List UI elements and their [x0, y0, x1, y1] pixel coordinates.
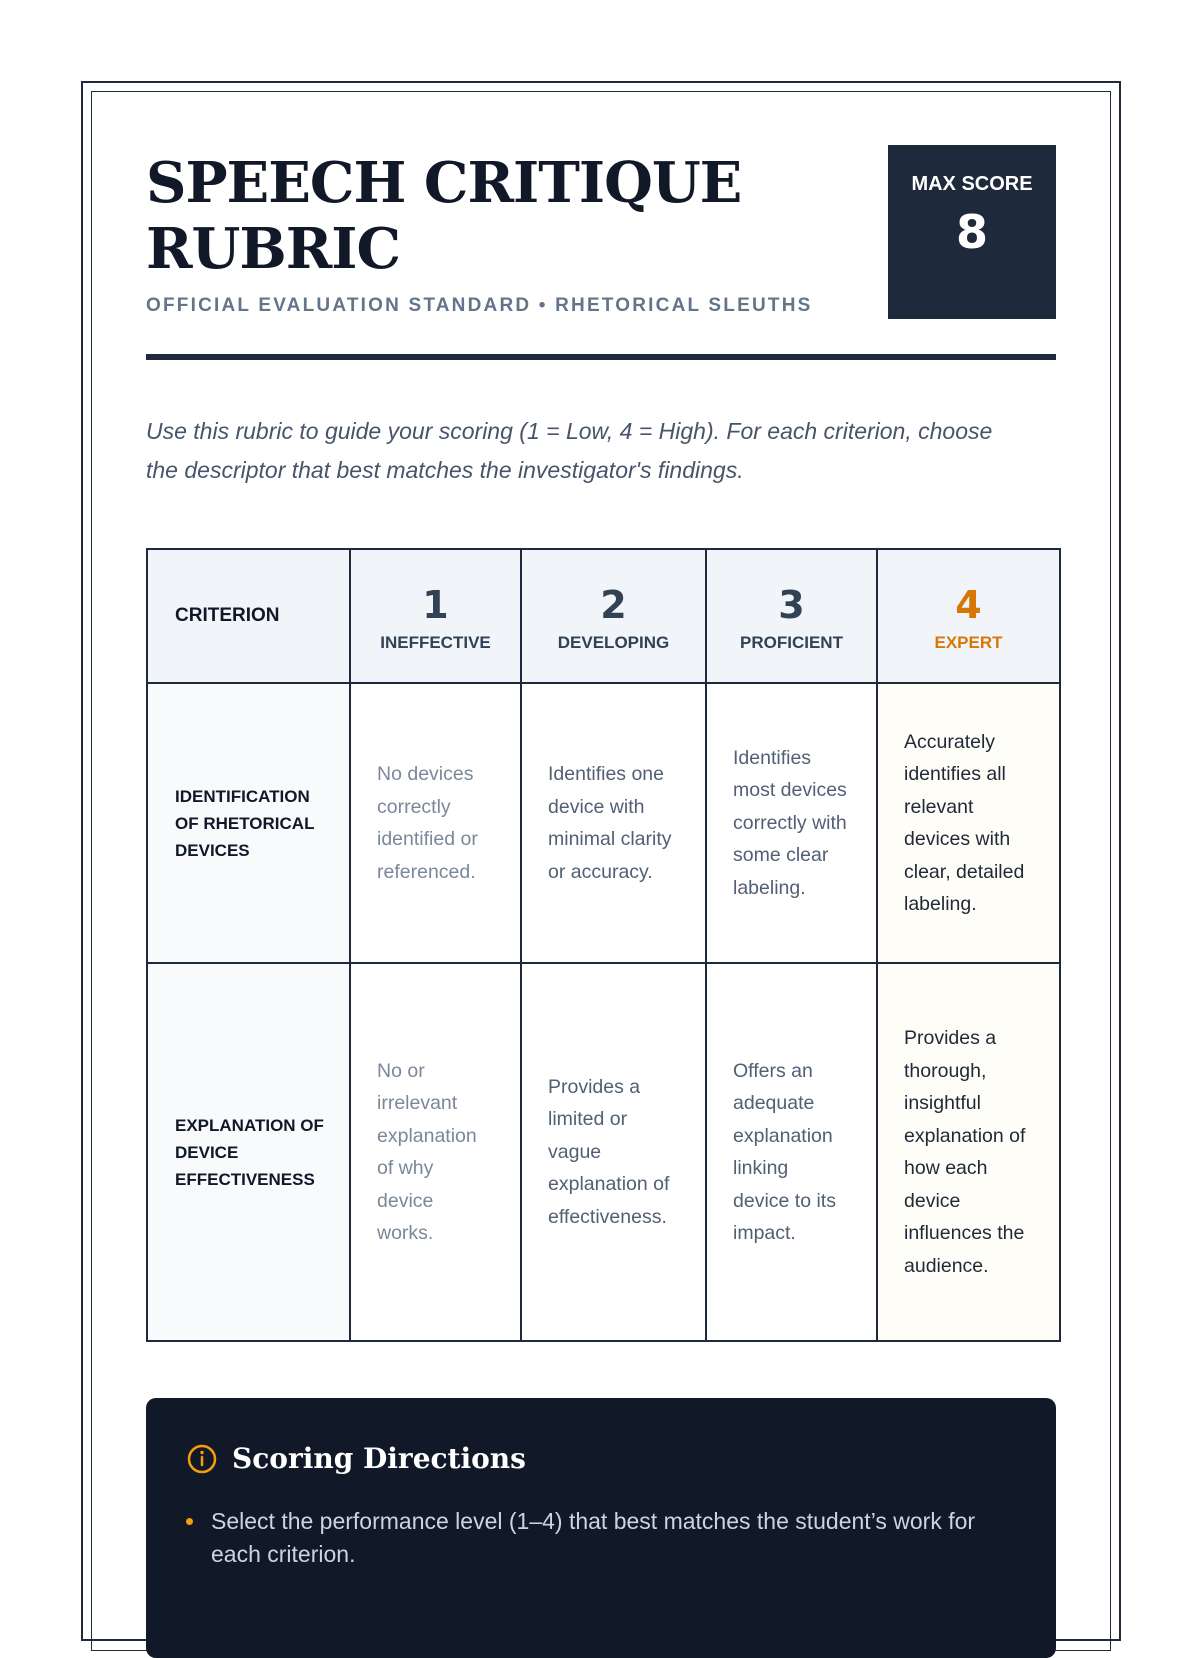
rubric-document	[146, 140, 1056, 1658]
max-score-badge	[888, 145, 1056, 319]
level-number: 3	[778, 583, 805, 627]
criterion-header: CRITERION	[147, 549, 350, 683]
descriptor-cell: No or irrelevant explanation of why device works.	[350, 963, 521, 1341]
level-header-2	[521, 549, 706, 683]
rubric-table	[146, 548, 1061, 1342]
descriptor-cell: Provides a limited or vague explanation of effectiveness.	[521, 963, 706, 1341]
level-label: DEVELOPING	[557, 633, 670, 652]
max-score-value: 8	[955, 205, 988, 259]
scoring-directions-panel	[146, 1398, 1056, 1658]
criterion-cell: IDENTIFICATION OF RHETORICAL DEVICES	[147, 683, 350, 963]
header	[146, 140, 1056, 354]
level-header-3	[706, 549, 877, 683]
level-label: EXPERT	[934, 633, 1003, 652]
descriptor-cell: Offers an adequate explanation linking device to its impact.	[706, 963, 877, 1341]
max-score-label: MAX SCORE	[911, 173, 1033, 195]
list-item: Select the performance level (1–4) that best matches the student’s work for each criterion.	[186, 1505, 1016, 1571]
level-label: PROFICIENT	[740, 633, 843, 652]
table-row	[147, 963, 1060, 1341]
intro-text: Use this rubric to guide your scoring (1 = Low, 4 = High). For each criterion, choose the descriptor that best matches the investigator's findings.	[146, 418, 993, 483]
header-divider	[146, 354, 1056, 360]
level-header-1	[350, 549, 521, 683]
descriptor-cell: Accurately identifies all relevant devices with clear, detailed labeling.	[877, 683, 1060, 963]
descriptor-cell: Identifies one device with minimal clarity or accuracy.	[521, 683, 706, 963]
page-title: SPEECH CRITIQUE RUBRIC	[146, 150, 742, 282]
descriptor-cell: No devices correctly identified or referenced.	[350, 683, 521, 963]
directions-header	[186, 1442, 1016, 1475]
directions-list	[186, 1505, 1016, 1571]
page-subtitle: OFFICIAL EVALUATION STANDARD • RHETORICAL SLEUTHS	[146, 295, 813, 316]
descriptor-cell: Provides a thorough, insightful explanation of how each device influences the audience.	[877, 963, 1060, 1341]
criterion-cell: EXPLANATION OF DEVICE EFFECTIVENESS	[147, 963, 350, 1341]
directions-title: Scoring Directions	[232, 1442, 526, 1475]
table-row	[147, 683, 1060, 963]
level-label: INEFFECTIVE	[380, 633, 491, 652]
level-number: 1	[422, 583, 449, 627]
level-number: 4	[955, 583, 982, 627]
descriptor-cell: Identifies most devices correctly with some clear labeling.	[706, 683, 877, 963]
info-icon	[186, 1443, 218, 1475]
level-header-4	[877, 549, 1060, 683]
level-number: 2	[600, 583, 627, 627]
table-header-row	[147, 549, 1060, 683]
